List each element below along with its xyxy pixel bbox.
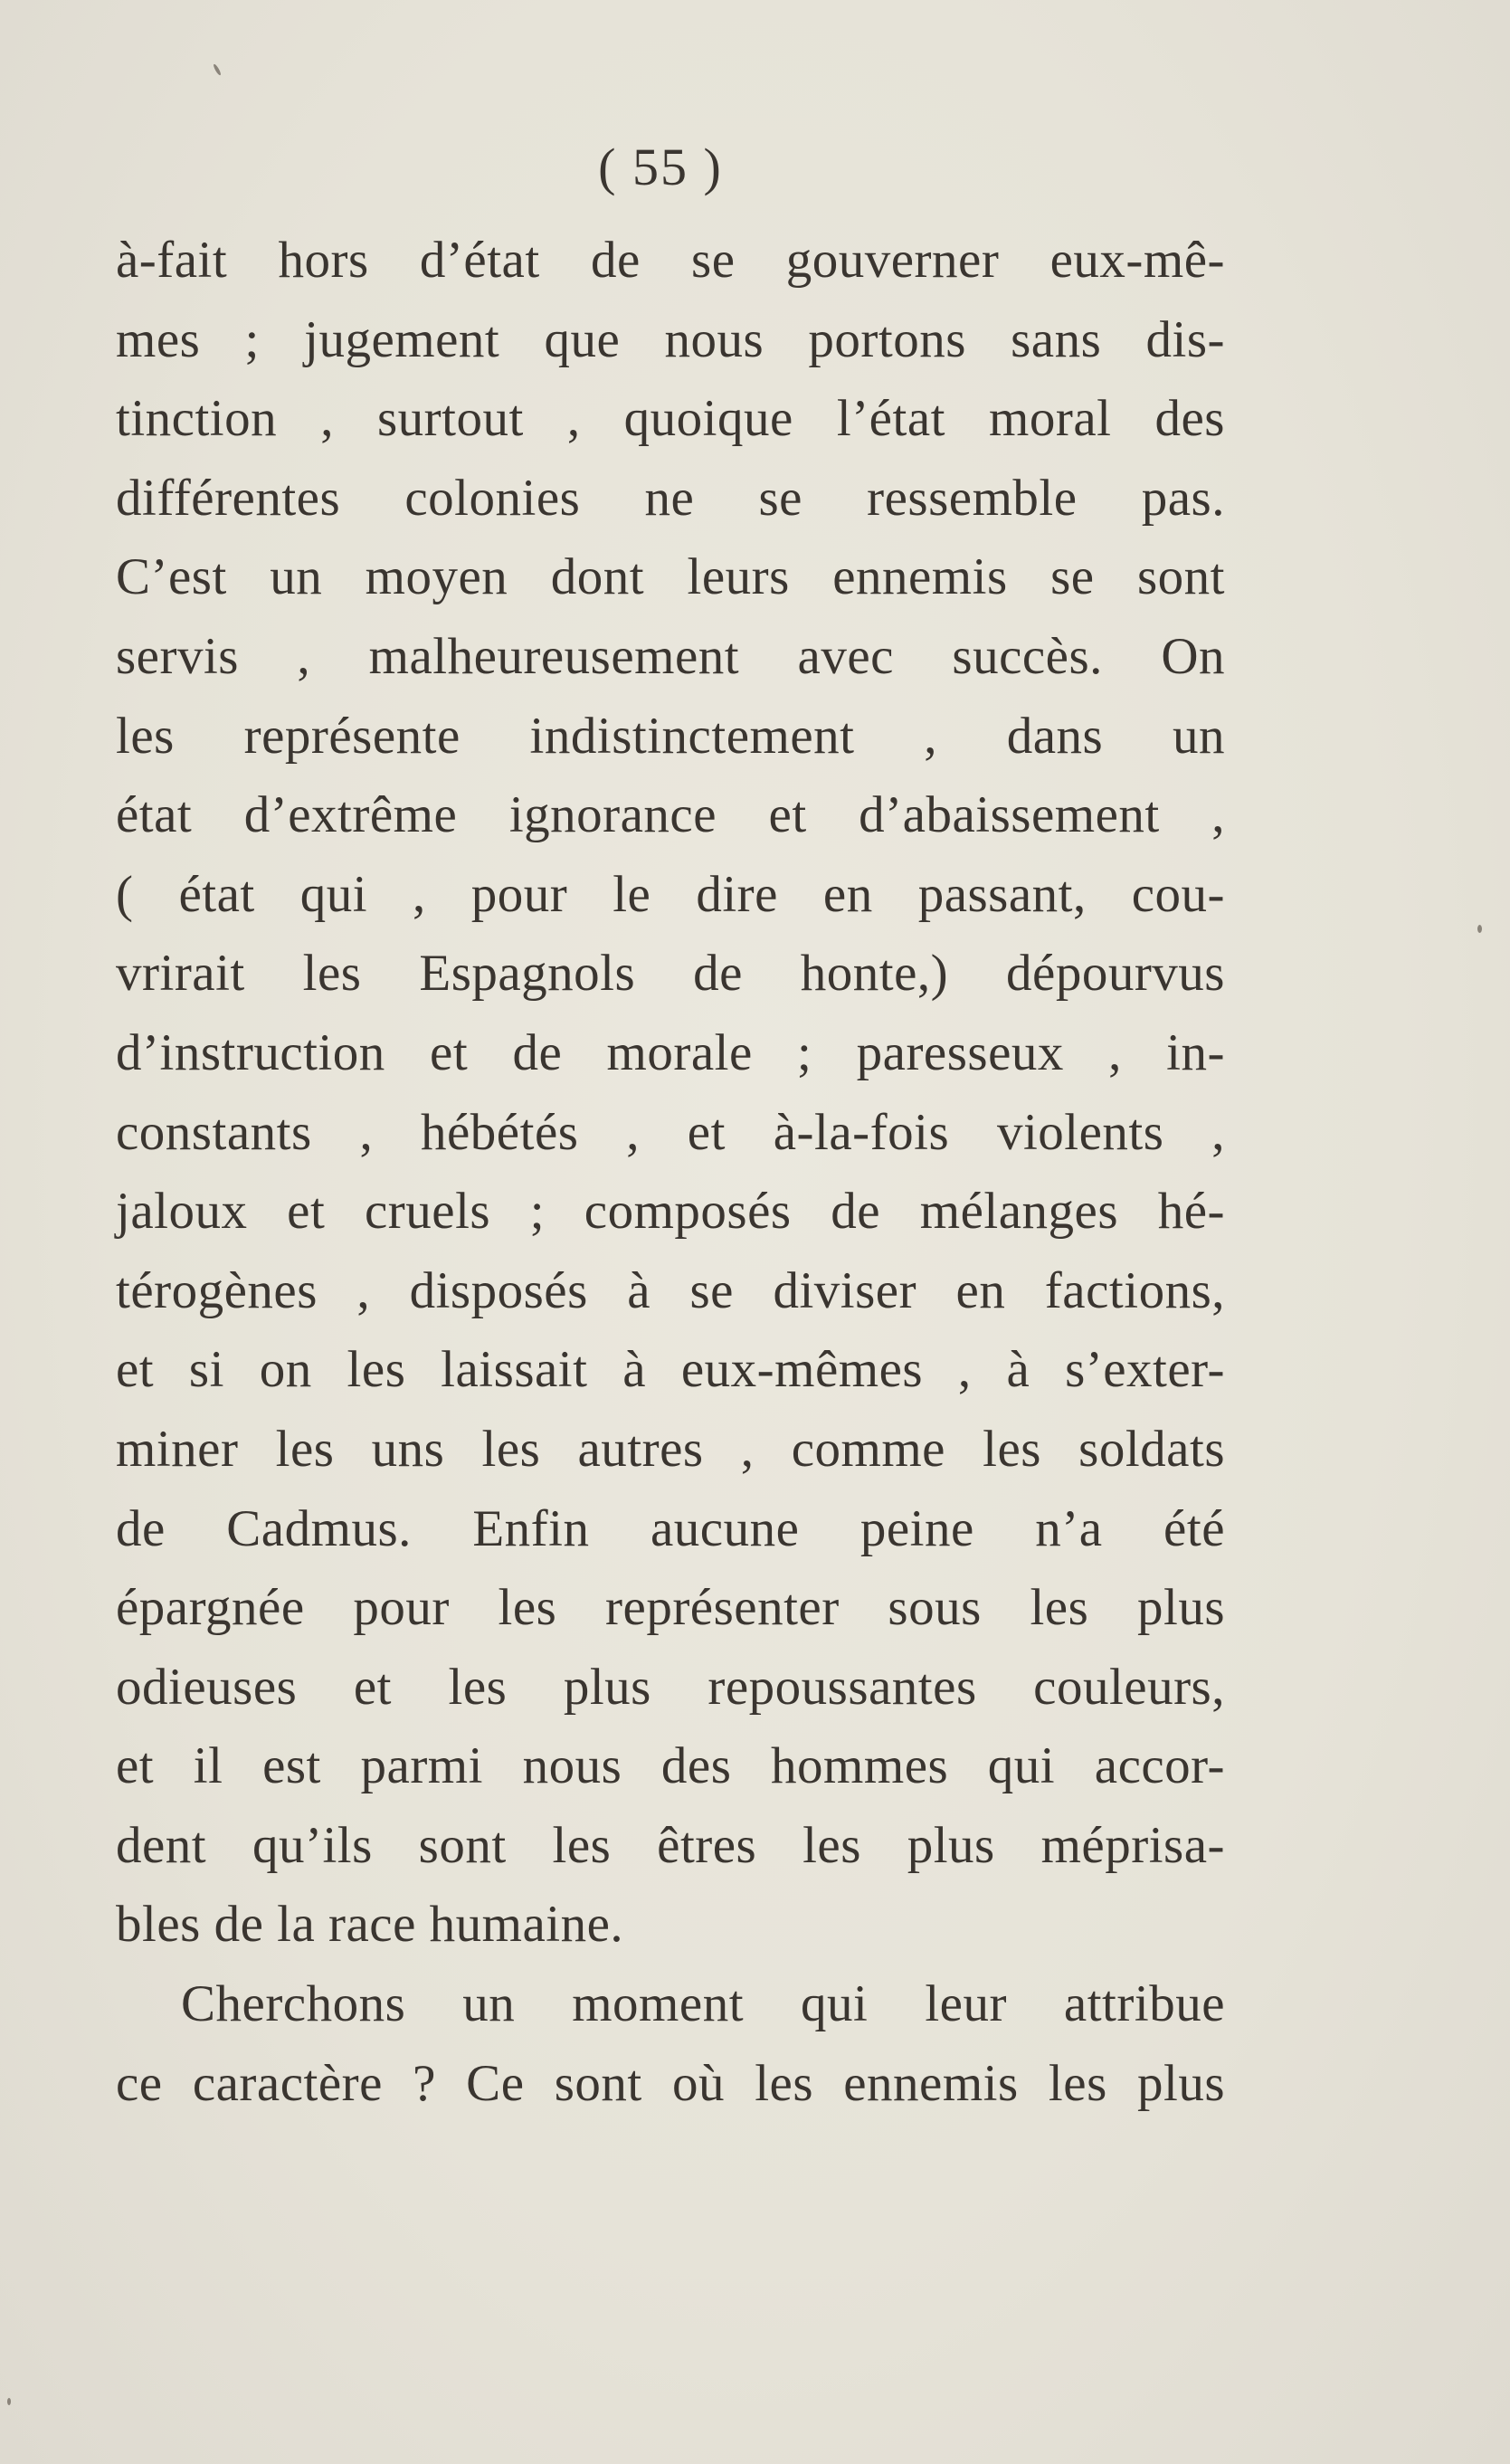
text-line: ce caractère ? Ce sont où les ennemis les plus	[116, 2054, 1225, 2112]
text-line: servis , malheureusement avec succès. On	[116, 627, 1225, 685]
paper-speck	[213, 63, 222, 76]
text-line: épargnée pour les représenter sous les plus	[116, 1579, 1225, 1637]
text-line: miner les uns les autres , comme les soldats	[116, 1420, 1225, 1478]
text-line: à-fait hors d’état de se gouverner eux-mê-	[116, 232, 1225, 289]
text-line: C’est un moyen dont leurs ennemis se sont	[116, 548, 1225, 606]
text-line: d’instruction et de morale ; paresseux , in-	[116, 1023, 1225, 1081]
text-line: et il est parmi nous des hommes qui accor-	[116, 1737, 1225, 1795]
text-line: dent qu’ils sont les êtres les plus méprisa-	[116, 1816, 1225, 1874]
text-line: de Cadmus. Enfin aucune peine n’a été	[116, 1499, 1225, 1557]
text-line: tinction , surtout , quoique l’état moral des	[116, 390, 1225, 448]
paper-speck	[7, 2398, 11, 2405]
text-line: jaloux et cruels ; composés de mélanges hé-	[116, 1183, 1225, 1241]
paper-speck	[1477, 925, 1482, 933]
text-line: différentes colonies ne se ressemble pas.	[116, 469, 1225, 527]
text-line: ( état qui , pour le dire en passant, cou-	[116, 865, 1225, 923]
page-number: ( 55 )	[598, 138, 723, 196]
text-line: les représente indistinctement , dans un	[116, 707, 1225, 765]
text-line: et si on les laissait à eux-mêmes , à s’exter-	[116, 1341, 1225, 1399]
paragraph-start-line: Cherchons un moment qui leur attribue	[181, 1975, 1225, 2033]
text-line: vrirait les Espagnols de honte,) dépourvus	[116, 945, 1225, 1003]
text-line: térogènes , disposés à se diviser en factions,	[116, 1261, 1225, 1319]
text-line: odieuses et les plus repoussantes couleurs,	[116, 1658, 1225, 1716]
text-line: mes ; jugement que nous portons sans dis-	[116, 310, 1225, 368]
paragraph-end-line: bles de la race humaine.	[116, 1896, 624, 1954]
text-line: constants , hébétés , et à-la-fois violents ,	[116, 1103, 1225, 1161]
body-text	[116, 221, 1225, 2123]
text-line: état d’extrême ignorance et d’abaissement ,	[116, 786, 1225, 844]
